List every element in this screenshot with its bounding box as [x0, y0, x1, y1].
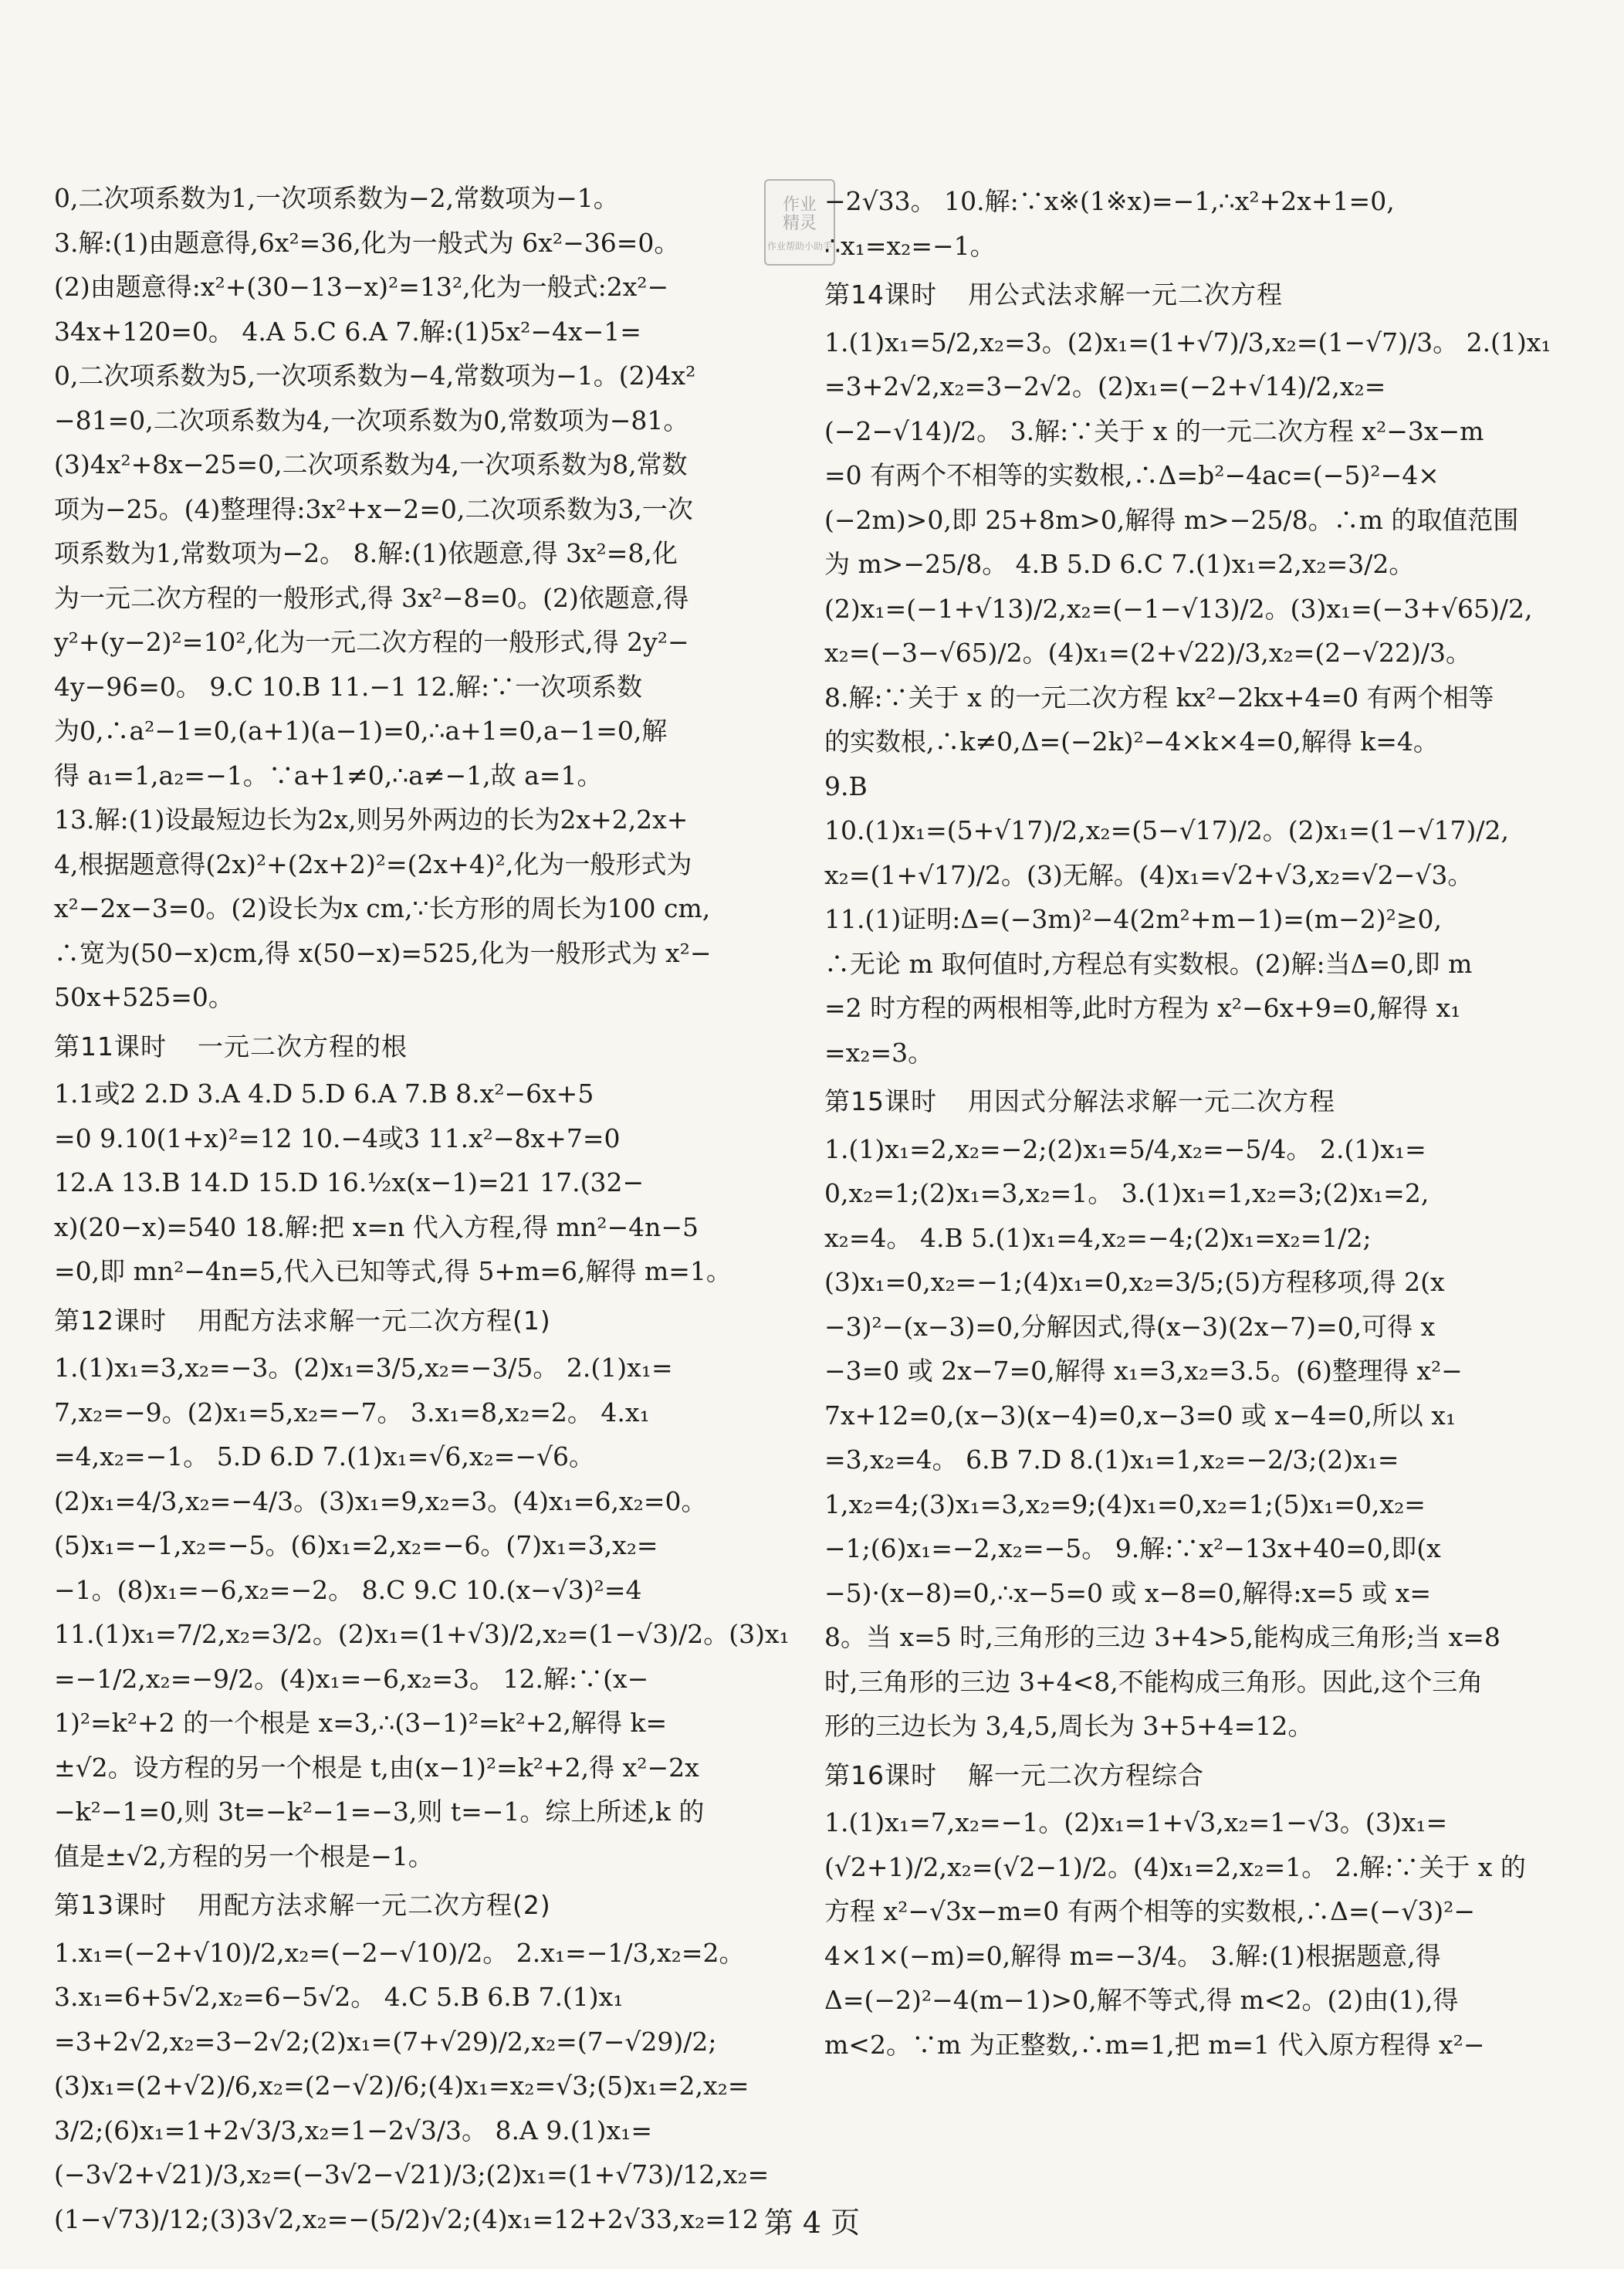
section-heading-16: 第16课时 解一元二次方程综合 [824, 1759, 1204, 1790]
section-heading-15: 第15课时 用因式分解法求解一元二次方程 [824, 1086, 1335, 1116]
answer-line: 1.(1)x₁=2,x₂=−2;(2)x₁=5/4,x₂=−5/4。 2.(1)x₁= [824, 1133, 1426, 1164]
answer-line: =0 有两个不相等的实数根,∴Δ=b²−4ac=(−5)²−4× [824, 460, 1440, 490]
left-intro [54, 176, 793, 1020]
answer-line: =3+2√2,x₂=3−2√2;(2)x₁=(7+√29)/2,x₂=(7−√29)/2; [54, 2026, 717, 2057]
answer-line: =2 时方程的两根相等,此时方程为 x²−6x+9=0,解得 x₁ [824, 993, 1461, 1023]
answer-line: 时,三角形的三边 3+4<8,不能构成三角形。因此,这个三角 [824, 1666, 1484, 1697]
answer-line: 1)²=k²+2 的一个根是 x=3,∴(3−1)²=k²+2,解得 k= [54, 1708, 668, 1738]
answer-line: 值是±√2,方程的另一个根是−1。 [54, 1841, 434, 1871]
section-16-body [824, 1800, 1577, 2067]
answer-line: x²−2x−3=0。(2)设长为x cm,∵长方形的周长为100 cm, [54, 893, 711, 923]
section-heading-14: 第14课时 用公式法求解一元二次方程 [824, 279, 1283, 310]
answer-line: −81=0,二次项系数为4,一次项系数为0,常数项为−81。 [54, 405, 689, 435]
answer-line: (2)由题意得:x²+(30−13−x)²=13²,化为一般式:2x²− [54, 272, 669, 302]
answer-line: 11.(1)x₁=7/2,x₂=3/2。(2)x₁=(1+√3)/2,x₂=(1−√3)/2。(3)x₁ [54, 1619, 790, 1649]
answer-line: 1,x₂=4;(3)x₁=3,x₂=9;(4)x₁=0,x₂=1;(5)x₁=0,x₂= [824, 1488, 1426, 1519]
answer-line: 7,x₂=−9。(2)x₁=5,x₂=−7。 3.x₁=8,x₂=2。 4.x₁ [54, 1397, 650, 1427]
answer-line: x₂=4。 4.B 5.(1)x₁=4,x₂=−4;(2)x₁=x₂=1/2; [824, 1222, 1372, 1253]
answer-line: (3)4x²+8x−25=0,二次项系数为4,一次项系数为8,常数 [54, 449, 688, 479]
answer-line: =x₂=3。 [824, 1037, 934, 1068]
answer-line: 为 m>−25/8。 4.B 5.D 6.C 7.(1)x₁=2,x₂=3/2。 [824, 549, 1415, 579]
answer-line: −2√33。 10.解:∵x※(1※x)=−1,∴x²+2x+1=0, [824, 186, 1395, 216]
answer-line: 7x+12=0,(x−3)(x−4)=0,x−3=0 或 x−4=0,所以 x₁ [824, 1400, 1457, 1431]
answer-line: (5)x₁=−1,x₂=−5。(6)x₁=2,x₂=−6。(7)x₁=3,x₂= [54, 1530, 658, 1560]
section-heading-12: 第12课时 用配方法求解一元二次方程(1) [54, 1305, 551, 1336]
answer-line: 9.B [824, 770, 868, 801]
right-intro [824, 179, 1577, 268]
answer-line: 方程 x²−√3x−m=0 有两个相等的实数根,∴Δ=(−√3)²− [824, 1896, 1475, 1926]
answer-line: y²+(y−2)²=10²,化为一元二次方程的一般形式,得 2y²− [54, 627, 689, 657]
answer-line: 13.解:(1)设最短边长为2x,则另外两边的长为2x+2,2x+ [54, 804, 689, 835]
answer-line: 为一元二次方程的一般形式,得 3x²−8=0。(2)依题意,得 [54, 582, 689, 613]
answer-line: 1.(1)x₁=5/2,x₂=3。(2)x₁=(1+√7)/3,x₂=(1−√7)/3。 2.(1)x₁ [824, 327, 1551, 357]
answer-line: x)(20−x)=540 18.解:把 x=n 代入方程,得 mn²−4n−5 [54, 1211, 699, 1242]
answer-line: 项为−25。(4)整理得:3x²+x−2=0,二次项系数为3,一次 [54, 493, 693, 524]
answer-line: x₂=(1+√17)/2。(3)无解。(4)x₁=√2+√3,x₂=√2−√3。 [824, 859, 1473, 890]
answer-line: Δ=(−2)²−4(m−1)>0,解不等式,得 m<2。(2)由(1),得 [824, 1985, 1459, 2015]
left-column [54, 176, 793, 2241]
answer-line: 的实数根,∴k≠0,Δ=(−2k)²−4×k×4=0,解得 k=4。 [824, 726, 1439, 757]
section-heading-11: 第11课时 一元二次方程的根 [54, 1031, 408, 1062]
section-15-body [824, 1127, 1577, 1749]
answer-line: (−2−√14)/2。 3.解:∵关于 x 的一元二次方程 x²−3x−m [824, 415, 1484, 446]
answer-line: ∴宽为(50−x)cm,得 x(50−x)=525,化为一般形式为 x²− [54, 937, 712, 968]
answer-line: 4y−96=0。 9.C 10.B 11.−1 12.解:∵一次项系数 [54, 671, 643, 702]
watermark-stamp: 作业 精灵 作业帮助小助手 [764, 179, 835, 266]
answer-line: 3.解:(1)由题意得,6x²=36,化为一般式为 6x²−36=0。 [54, 227, 680, 258]
answer-line: 3/2;(6)x₁=1+2√3/3,x₂=1−2√3/3。 8.A 9.(1)x₁= [54, 2115, 653, 2145]
answer-line: 4,根据题意得(2x)²+(2x+2)²=(2x+4)²,化为一般形式为 [54, 848, 692, 879]
answer-line: 8.解:∵关于 x 的一元二次方程 kx²−2kx+4=0 有两个相等 [824, 682, 1494, 713]
answer-line: 得 a₁=1,a₂=−1。∵a+1≠0,∴a≠−1,故 a=1。 [54, 760, 603, 791]
answer-line: 11.(1)证明:Δ=(−3m)²−4(2m²+m−1)=(m−2)²≥0, [824, 904, 1442, 934]
answer-line: 形的三边长为 3,4,5,周长为 3+5+4=12。 [824, 1711, 1314, 1741]
answer-line: 8。当 x=5 时,三角形的三边 3+4>5,能构成三角形;当 x=8 [824, 1622, 1501, 1652]
section-14-body [824, 320, 1577, 1075]
section-12-body [54, 1346, 793, 1878]
section-13-body [54, 1931, 793, 2242]
page-number: 第 4 页 [763, 2206, 861, 2240]
answer-line: ∴x₁=x₂=−1。 [824, 230, 996, 261]
answer-line: =−1/2,x₂=−9/2。(4)x₁=−6,x₂=3。 12.解:∵(x− [54, 1663, 649, 1694]
answer-line: (3)x₁=(2+√2)/6,x₂=(2−√2)/6;(4)x₁=x₂=√3;(5)x₁=2,x₂= [54, 2071, 749, 2101]
answer-line: ∴无论 m 取何值时,方程总有实数根。(2)解:当Δ=0,即 m [824, 948, 1473, 979]
answer-line: 10.(1)x₁=(5+√17)/2,x₂=(5−√17)/2。(2)x₁=(1−√17)/2, [824, 815, 1510, 845]
answer-line: =4,x₂=−1。 5.D 6.D 7.(1)x₁=√6,x₂=−√6。 [54, 1441, 595, 1471]
answer-line: 项系数为1,常数项为−2。 8.解:(1)依题意,得 3x²=8,化 [54, 538, 678, 568]
answer-line: =0,即 mn²−4n=5,代入已知等式,得 5+m=6,解得 m=1。 [54, 1256, 732, 1286]
answer-line: (2)x₁=4/3,x₂=−4/3。(3)x₁=9,x₂=3。(4)x₁=6,x₂=0。 [54, 1485, 707, 1516]
answer-line: 为0,∴a²−1=0,(a+1)(a−1)=0,∴a+1=0,a−1=0,解 [54, 716, 668, 746]
answer-line: ±√2。设方程的另一个根是 t,由(x−1)²=k²+2,得 x²−2x [54, 1752, 699, 1783]
answer-line: 34x+120=0。 4.A 5.C 6.A 7.解:(1)5x²−4x−1= [54, 316, 641, 347]
right-column [824, 179, 1577, 2067]
answer-line: 1.(1)x₁=3,x₂=−3。(2)x₁=3/5,x₂=−3/5。 2.(1)x₁= [54, 1353, 673, 1383]
answer-line: −1;(6)x₁=−2,x₂=−5。 9.解:∵x²−13x+40=0,即(x [824, 1533, 1441, 1563]
answer-line: =3+2√2,x₂=3−2√2。(2)x₁=(−2+√14)/2,x₂= [824, 371, 1386, 401]
answer-line: (1−√73)/12;(3)3√2,x₂=−(5/2)√2;(4)x₁=12+2√33,x₂=12 [54, 2203, 759, 2234]
answer-line: (2)x₁=(−1+√13)/2,x₂=(−1−√13)/2。(3)x₁=(−3+√65)/2, [824, 593, 1533, 624]
answer-line: −5)·(x−8)=0,∴x−5=0 或 x−8=0,解得:x=5 或 x= [824, 1577, 1432, 1608]
answer-line: 0,x₂=1;(2)x₁=3,x₂=1。 3.(1)x₁=1,x₂=3;(2)x₁=2, [824, 1178, 1429, 1208]
answer-line: 50x+525=0。 [54, 982, 234, 1012]
answer-line: −k²−1=0,则 3t=−k²−1=−3,则 t=−1。综上所述,k 的 [54, 1797, 705, 1827]
answer-line: 1.1或2 2.D 3.A 4.D 5.D 6.A 7.B 8.x²−6x+5 [54, 1079, 594, 1109]
answer-line: −3)²−(x−3)=0,分解因式,得(x−3)(2x−7)=0,可得 x [824, 1311, 1436, 1342]
answer-line: m<2。∵m 为正整数,∴m=1,把 m=1 代入原方程得 x²− [824, 2029, 1485, 2060]
answer-line: (3)x₁=0,x₂=−1;(4)x₁=0,x₂=3/5;(5)方程移项,得 2(x [824, 1267, 1445, 1297]
answer-line: −3=0 或 2x−7=0,解得 x₁=3,x₂=3.5。(6)整理得 x²− [824, 1356, 1463, 1386]
answer-line: 0,二次项系数为5,一次项系数为−4,常数项为−1。(2)4x² [54, 361, 696, 391]
answer-line: −1。(8)x₁=−6,x₂=−2。 8.C 9.C 10.(x−√3)²=4 [54, 1574, 642, 1605]
answer-line: =3,x₂=4。 6.B 7.D 8.(1)x₁=1,x₂=−2/3;(2)x₁= [824, 1444, 1399, 1475]
answer-line: 1.(1)x₁=7,x₂=−1。(2)x₁=1+√3,x₂=1−√3。(3)x₁= [824, 1807, 1448, 1837]
answer-line: (−3√2+√21)/3,x₂=(−3√2−√21)/3;(2)x₁=(1+√73)/12,x₂= [54, 2159, 770, 2189]
answer-line: 0,二次项系数为1,一次项系数为−2,常数项为−1。 [54, 183, 619, 213]
answer-line: (√2+1)/2,x₂=(√2−1)/2。(4)x₁=2,x₂=1。 2.解:∵关于 x 的 [824, 1851, 1526, 1882]
answer-line: 3.x₁=6+5√2,x₂=6−5√2。 4.C 5.B 6.B 7.(1)x₁ [54, 1982, 624, 2012]
answer-line: (−2m)>0,即 25+8m>0,解得 m>−25/8。∴m 的取值范围 [824, 504, 1519, 535]
section-11-body [54, 1072, 793, 1294]
answer-line: 4×1×(−m)=0,解得 m=−3/4。 3.解:(1)根据题意,得 [824, 1940, 1441, 1971]
answer-line: x₂=(−3−√65)/2。(4)x₁=(2+√22)/3,x₂=(2−√22)/3。 [824, 638, 1471, 668]
answer-line: 12.A 13.B 14.D 15.D 16.½x(x−1)=21 17.(32− [54, 1167, 645, 1197]
section-heading-13: 第13课时 用配方法求解一元二次方程(2) [54, 1890, 551, 1920]
answer-line: =0 9.10(1+x)²=12 10.−4或3 11.x²−8x+7=0 [54, 1123, 621, 1153]
answer-line: 1.x₁=(−2+√10)/2,x₂=(−2−√10)/2。 2.x₁=−1/3,x₂=2。 [54, 1937, 745, 1968]
